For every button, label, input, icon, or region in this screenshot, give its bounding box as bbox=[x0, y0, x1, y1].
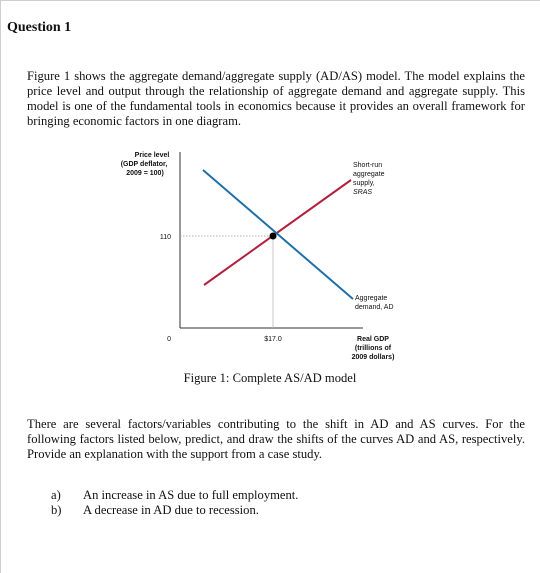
x-axis-label-line-1: Real GDP bbox=[357, 336, 389, 343]
ad-label-line-2: demand, AD bbox=[355, 304, 394, 311]
ad-label-line-1: Aggregate bbox=[355, 295, 388, 302]
list-item bbox=[51, 503, 298, 518]
sras-label-line-2: aggregate bbox=[353, 171, 385, 178]
ad-curve bbox=[203, 170, 353, 299]
factor-list bbox=[51, 488, 298, 518]
sras-label-line-1: Short-run bbox=[353, 162, 383, 169]
list-marker: b) bbox=[51, 503, 62, 517]
y-axis-label-line-1: Price level bbox=[134, 152, 170, 159]
x-axis-label-line-2: (trillions of bbox=[354, 345, 392, 352]
page-border-left bbox=[0, 0, 1, 573]
figure-caption: Figure 1: Complete AS/AD model bbox=[183, 371, 357, 385]
origin-label: 0 bbox=[167, 336, 171, 343]
sras-curve bbox=[204, 180, 351, 285]
list-item-text: A decrease in AD due to recession. bbox=[83, 503, 259, 517]
x-axis-label-line-3: 2009 dollars) bbox=[351, 354, 395, 361]
intro-paragraph: Figure 1 shows the aggregate demand/aggregate supply (AD/AS) model. The model explains the price level and output through the relationship of aggregate demand and aggregate supply. This model is one of the fundamental tools in economics because it provides an overall framework for bringing economic factors in one diagram. bbox=[27, 69, 525, 128]
sras-label-line-4: SRAS bbox=[353, 189, 373, 196]
factors-paragraph: There are several factors/variables contributing to the shift in AD and AS curves. For the following factors listed below, predict, and draw the shifts of the curves AD and AS, respectively. Provide an explanation with the support from a case study. bbox=[27, 417, 525, 461]
page-border-top bbox=[0, 0, 540, 1]
y-tick-110: 110 bbox=[159, 234, 171, 241]
list-marker: a) bbox=[51, 488, 61, 502]
y-axis-label-line-3: 2009 = 100) bbox=[126, 170, 164, 177]
list-item-text: An increase in AS due to full employment. bbox=[83, 488, 299, 502]
y-axis-label-line-2: (GDP deflator, bbox=[120, 161, 168, 168]
list-item bbox=[51, 488, 298, 503]
ad-as-figure bbox=[95, 148, 445, 368]
question-title: Question 1 bbox=[7, 20, 72, 35]
sras-label-line-3: supply, bbox=[353, 180, 375, 187]
x-tick-17: $17.0 bbox=[264, 336, 282, 343]
equilibrium-point bbox=[270, 233, 277, 240]
